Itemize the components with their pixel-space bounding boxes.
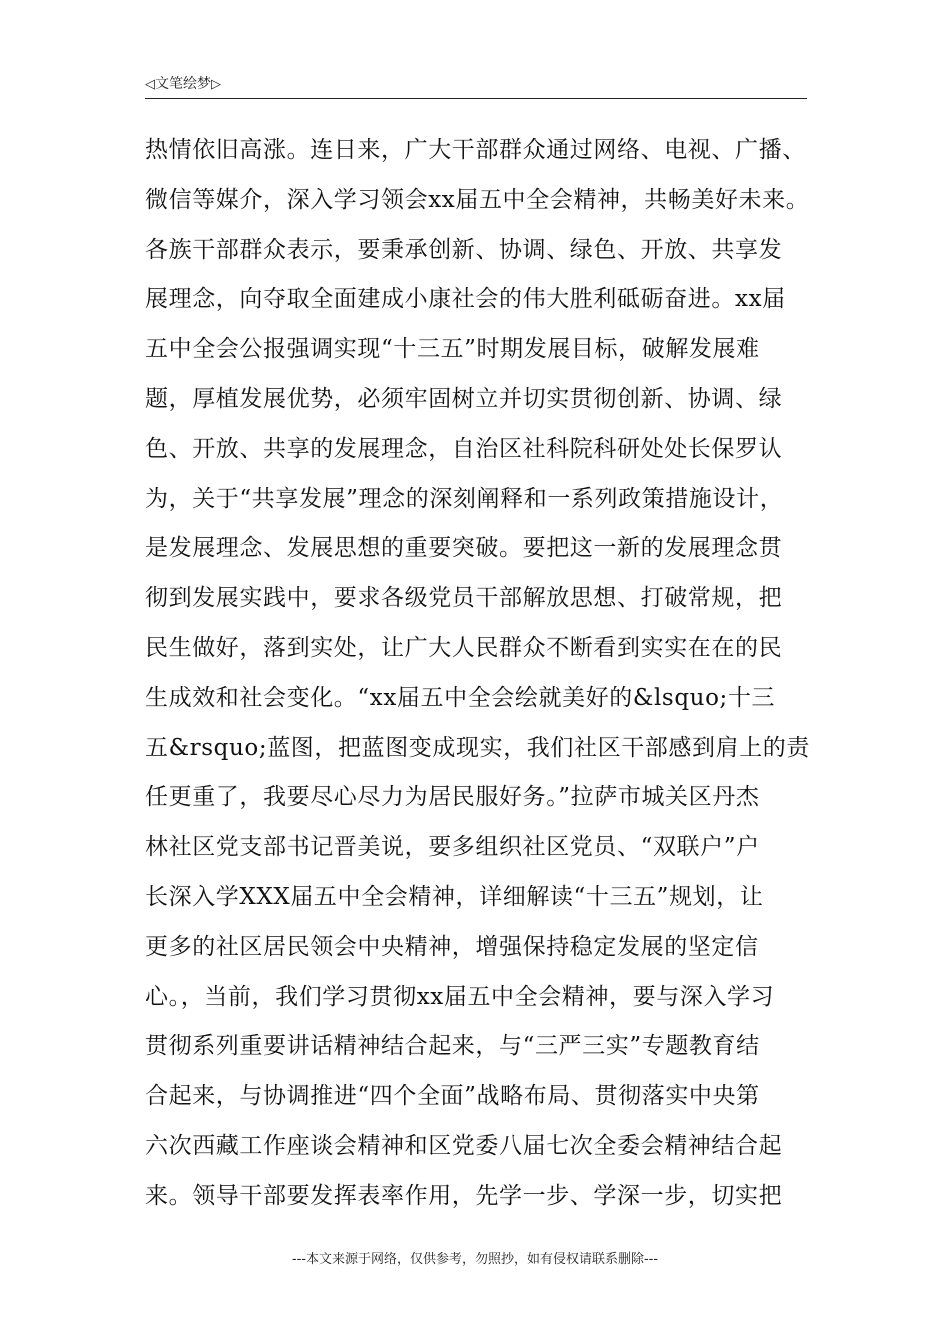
text-line: 五&rsquo;蓝图，把蓝图变成现实，我们社区干部感到肩上的责: [145, 734, 811, 761]
page-header: [145, 74, 807, 99]
triangle-right-icon: ▷: [211, 77, 221, 92]
body-text: [145, 126, 815, 1222]
text-line: 长深入学XXX届五中全会精神，详细解读“十三五”规划，让: [145, 883, 764, 910]
text-line: 彻到发展实践中，要求各级党员干部解放思想、打破常规，把: [145, 585, 783, 612]
text-line: 林社区党支部书记晋美说，要多组织社区党员、“双联户”户: [145, 834, 760, 861]
text-line: 各族干部群众表示，要秉承创新、协调、绿色、开放、共享发: [145, 236, 783, 263]
text-line: 热情依旧高涨。连日来，广大干部群众通过网络、电视、广播、: [145, 137, 806, 163]
text-line: 更多的社区居民领会中央精神，增强保持稳定发展的坚定信: [145, 933, 759, 960]
triangle-left-icon: ◁: [145, 77, 155, 92]
footer-disclaimer: ---本文来源于网络，仅供参考，勿照抄，如有侵权请联系删除---: [291, 1252, 659, 1267]
text-line: 任更重了，我要尽心尽力为居民服好务。”拉萨市城关区丹杰: [145, 784, 760, 811]
text-line: 微信等媒介，深入学习领会xx届五中全会精神，共畅美好未来。: [145, 186, 810, 213]
text-line: 合起来，与协调推进“四个全面”战略布局、贯彻落实中央第: [145, 1083, 760, 1110]
text-line: 是发展理念、发展思想的重要突破。要把这一新的发展理念贯: [145, 535, 783, 562]
brand-logo: [145, 74, 221, 95]
text-line: 六次西藏工作座谈会精神和区党委八届七次全委会精神结合起: [145, 1132, 783, 1159]
text-line: 心。，当前，我们学习贯彻xx届五中全会精神，要与深入学习: [145, 983, 775, 1010]
text-line: 为，关于“共享发展”理念的深刻阐释和一系列政策措施设计，: [145, 485, 784, 512]
text-line: 贯彻系列重要讲话精神结合起来，与“三严三实”专题教育结: [145, 1033, 760, 1060]
text-line: 展理念，向夺取全面建成小康社会的伟大胜利砥砺奋进。xx届: [145, 286, 786, 313]
text-line: 题，厚植发展优势，必须牢固树立并切实贯彻创新、协调、绿: [145, 385, 783, 412]
text-line: 五中全会公报强调实现“十三五”时期发展目标，破解发展难: [145, 336, 760, 363]
text-line: 色、开放、共享的发展理念，自治区社科院科研处处长保罗认: [145, 435, 783, 462]
text-line: 生成效和社会变化。“xx届五中全会绘就美好的&lsquo;十三: [145, 684, 776, 711]
text-line: 来。领导干部要发挥表率作用，先学一步、学深一步，切实把: [145, 1182, 783, 1209]
brand-text: 文笔绘梦: [155, 76, 211, 92]
text-line: 民生做好，落到实处，让广大人民群众不断看到实实在在的民: [145, 634, 783, 661]
